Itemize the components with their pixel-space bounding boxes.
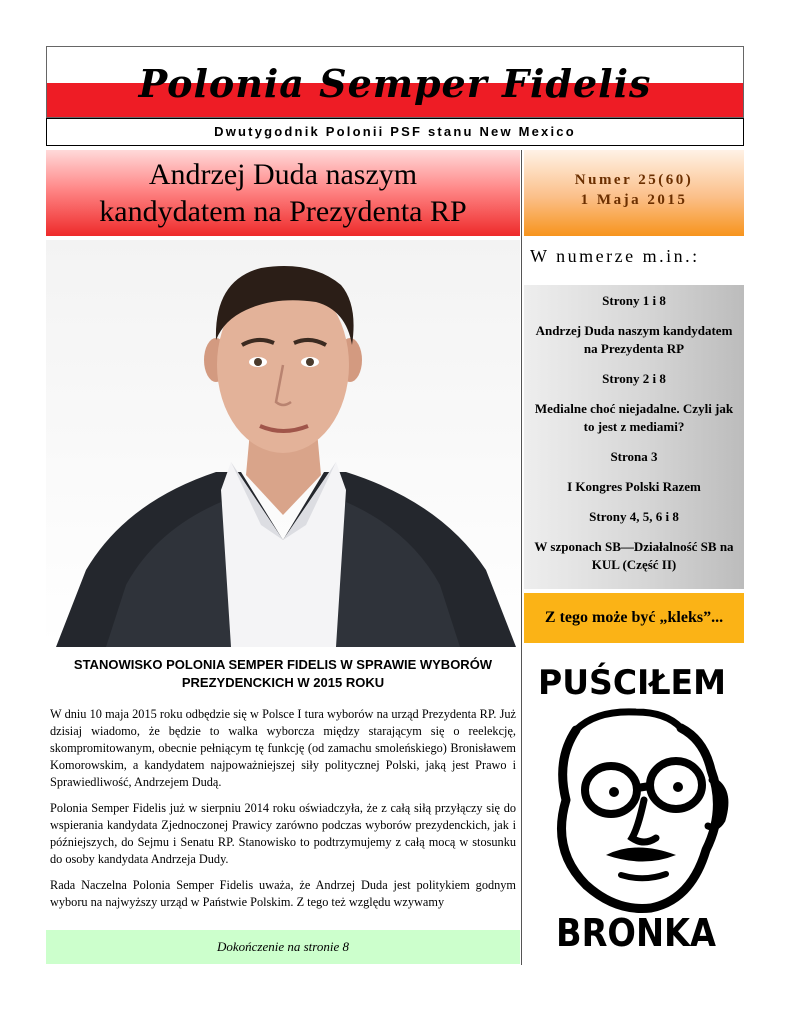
- toc-item: Strony 2 i 8: [602, 371, 666, 386]
- toc-item: Strony 1 i 8: [602, 293, 666, 308]
- candidate-photo: [46, 240, 520, 647]
- table-of-contents: [524, 285, 744, 589]
- toc-item: I Kongres Polski Razem: [567, 479, 701, 494]
- issue-info-box: [524, 150, 744, 236]
- article-paragraph-3: Rada Naczelna Polonia Semper Fidelis uważa, że Andrzej Duda jest politykiem godnym wyboru na najwyższy urząd w Państwie Polskim. Z tego też względu wzywamy: [50, 878, 516, 909]
- article-heading: STANOWISKO POLONIA SEMPER FIDELIS W SPRAWIE WYBORÓW PREZYDENCKICH W 2015 ROKU: [73, 657, 493, 690]
- article-paragraph-1: W dniu 10 maja 2015 roku odbędzie się w Polsce I tura wyborów na urząd Prezydenta RP. Już dzisiaj wiadomo, że będzie to walka wyborcza między starającym się o reelekcję, skompromitowanym, obecnie pełniącym tę funkcję (od zamachu smoleńskiego) Bronisławem Komorowskim, a kandydatem najpoważniejszej siły politycznej Polski, jaką jest Prawo i Sprawiedliwość, Andrzejem Dudą.: [50, 707, 516, 789]
- kleks-caption: Z tego może być „kleks”...: [524, 593, 744, 643]
- issue-date: 1 Maja 2015: [580, 192, 688, 208]
- toc-item: W szponach SB—Działalność SB na KUL (Część II): [534, 539, 734, 572]
- toc-item: Strona 3: [610, 449, 658, 464]
- newspaper-title: Polonia Semper Fidelis: [138, 61, 652, 106]
- toc-item: Andrzej Duda naszym kandydatem na Prezydenta RP: [535, 323, 733, 356]
- headline-box: [46, 150, 520, 236]
- column-divider: [521, 150, 522, 965]
- toc-item: Strony 4, 5, 6 i 8: [589, 509, 679, 524]
- cartoon-bottom-text: BRONKA: [556, 911, 717, 955]
- headline-line-1: Andrzej Duda naszym: [148, 158, 418, 191]
- candidate-portrait-illustration: [46, 240, 520, 647]
- headline-line-2: kandydatem na Prezydenta RP: [99, 195, 467, 228]
- in-this-issue-label: W numerze m.in.:: [530, 246, 700, 266]
- cartoon-illustration: [526, 650, 744, 970]
- toc-item: Medialne choć niejadalne. Czyli jak to jest z mediami?: [534, 401, 734, 434]
- cartoon-drawing: [526, 650, 744, 970]
- issue-number: Numer 25(60): [574, 172, 694, 188]
- continued-note: Dokończenie na stronie 8: [46, 930, 520, 964]
- newspaper-subtitle: Dwutygodnik Polonii PSF stanu New Mexico: [46, 118, 744, 146]
- masthead-flag: [46, 46, 744, 118]
- article-body: [50, 706, 516, 920]
- cartoon-top-text: PUŚCIŁEM: [538, 663, 732, 703]
- article-paragraph-2: Polonia Semper Fidelis już w sierpniu 2014 roku oświadczyła, że z całą siłą przyłączy się do wspierania kandydata Zjednoczonej Prawicy zarówno podczas wyborów prezydenckich, jak i późniejszych, do Sejmu i Senatu RP. Stanowisko to podtrzymujemy z całą mocą w stosunku do osoby kandydata Andrzeja Dudy.: [50, 801, 516, 866]
